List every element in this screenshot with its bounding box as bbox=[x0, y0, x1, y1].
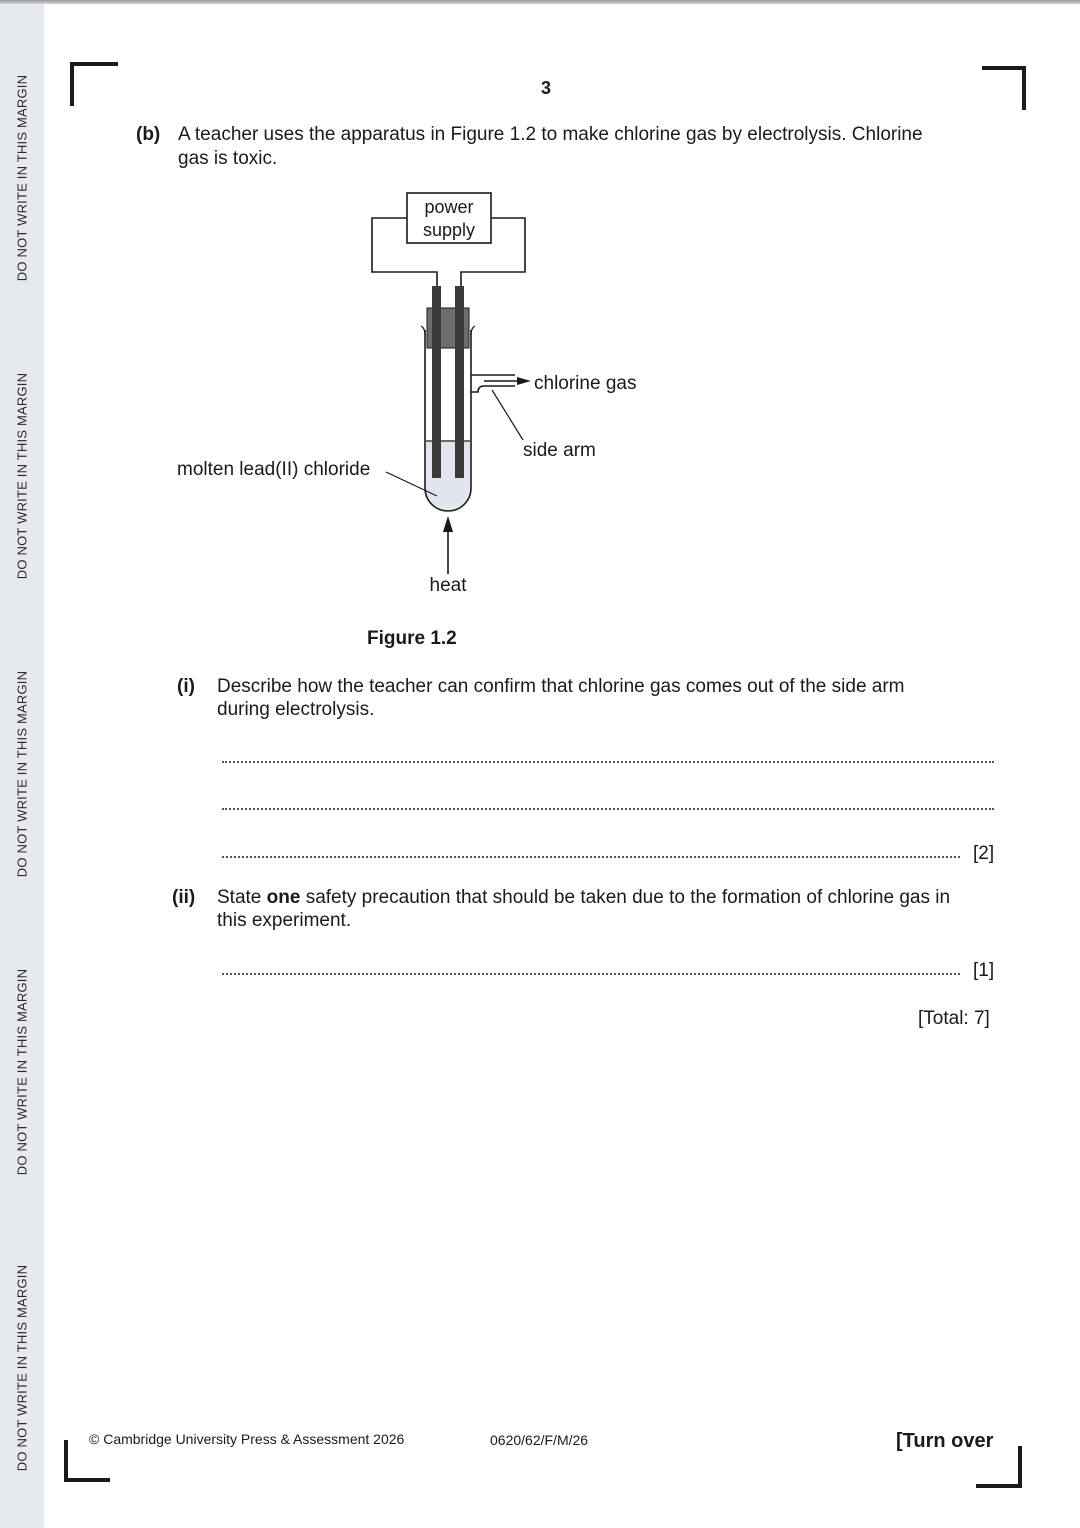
electrode-right bbox=[455, 286, 464, 478]
answer-line[interactable] bbox=[222, 761, 994, 763]
part-ii-label: (ii) bbox=[172, 887, 196, 908]
part-ii-text-pre: State bbox=[217, 887, 267, 908]
page-number: 3 bbox=[541, 78, 552, 98]
answer-line[interactable] bbox=[222, 973, 960, 975]
question-text-line-2: gas is toxic. bbox=[178, 148, 278, 169]
part-i-marks: [2] bbox=[973, 843, 995, 864]
total-marks: [Total: 7] bbox=[918, 1008, 990, 1029]
gas-arrow-head bbox=[517, 377, 531, 385]
margin-warning: DO NOT WRITE IN THIS MARGIN bbox=[14, 670, 30, 878]
heat-arrow-head bbox=[443, 516, 453, 532]
question-text-line-1: A teacher uses the apparatus in Figure 1.2 to make chlorine gas by electrolysis. Chlorine bbox=[178, 124, 923, 145]
margin-warning: DO NOT WRITE IN THIS MARGIN bbox=[14, 1264, 30, 1472]
side-arm-label: side arm bbox=[523, 440, 596, 461]
turn-over: [Turn over bbox=[896, 1430, 994, 1452]
power-supply-label-2: supply bbox=[422, 220, 476, 240]
figure-caption: Figure 1.2 bbox=[367, 628, 457, 649]
electrolysis-apparatus-diagram bbox=[0, 0, 1080, 620]
part-ii-marks: [1] bbox=[973, 960, 995, 981]
part-ii-text-post: safety precaution that should be taken due to the formation of chlorine gas in bbox=[300, 887, 951, 908]
copyright: © Cambridge University Press & Assessment 2026 bbox=[89, 1431, 405, 1447]
part-i-text-line-1: Describe how the teacher can confirm that chlorine gas comes out of the side arm bbox=[217, 676, 905, 697]
electrode-left bbox=[432, 286, 441, 478]
part-i-text-line-2: during electrolysis. bbox=[217, 699, 375, 720]
power-supply-label-1: power bbox=[424, 197, 474, 217]
answer-line[interactable] bbox=[222, 856, 960, 858]
chlorine-gas-label: chlorine gas bbox=[534, 373, 637, 394]
part-ii-text-line-1 bbox=[217, 886, 950, 909]
margin-warning: DO NOT WRITE IN THIS MARGIN bbox=[14, 74, 30, 282]
part-i-label: (i) bbox=[177, 676, 195, 697]
paper-code: 0620/62/F/M/26 bbox=[490, 1432, 589, 1448]
heat-label: heat bbox=[429, 575, 467, 596]
part-ii-text-line-2: this experiment. bbox=[217, 910, 352, 931]
margin-warning: DO NOT WRITE IN THIS MARGIN bbox=[14, 372, 30, 580]
part-ii-text-bold: one bbox=[266, 887, 301, 908]
margin-warning: DO NOT WRITE IN THIS MARGIN bbox=[14, 968, 30, 1176]
side-arm-leader bbox=[492, 390, 523, 440]
answer-line[interactable] bbox=[222, 808, 994, 810]
molten-lead-chloride-label: molten lead(II) chloride bbox=[177, 459, 371, 480]
question-label: (b) bbox=[136, 124, 161, 145]
